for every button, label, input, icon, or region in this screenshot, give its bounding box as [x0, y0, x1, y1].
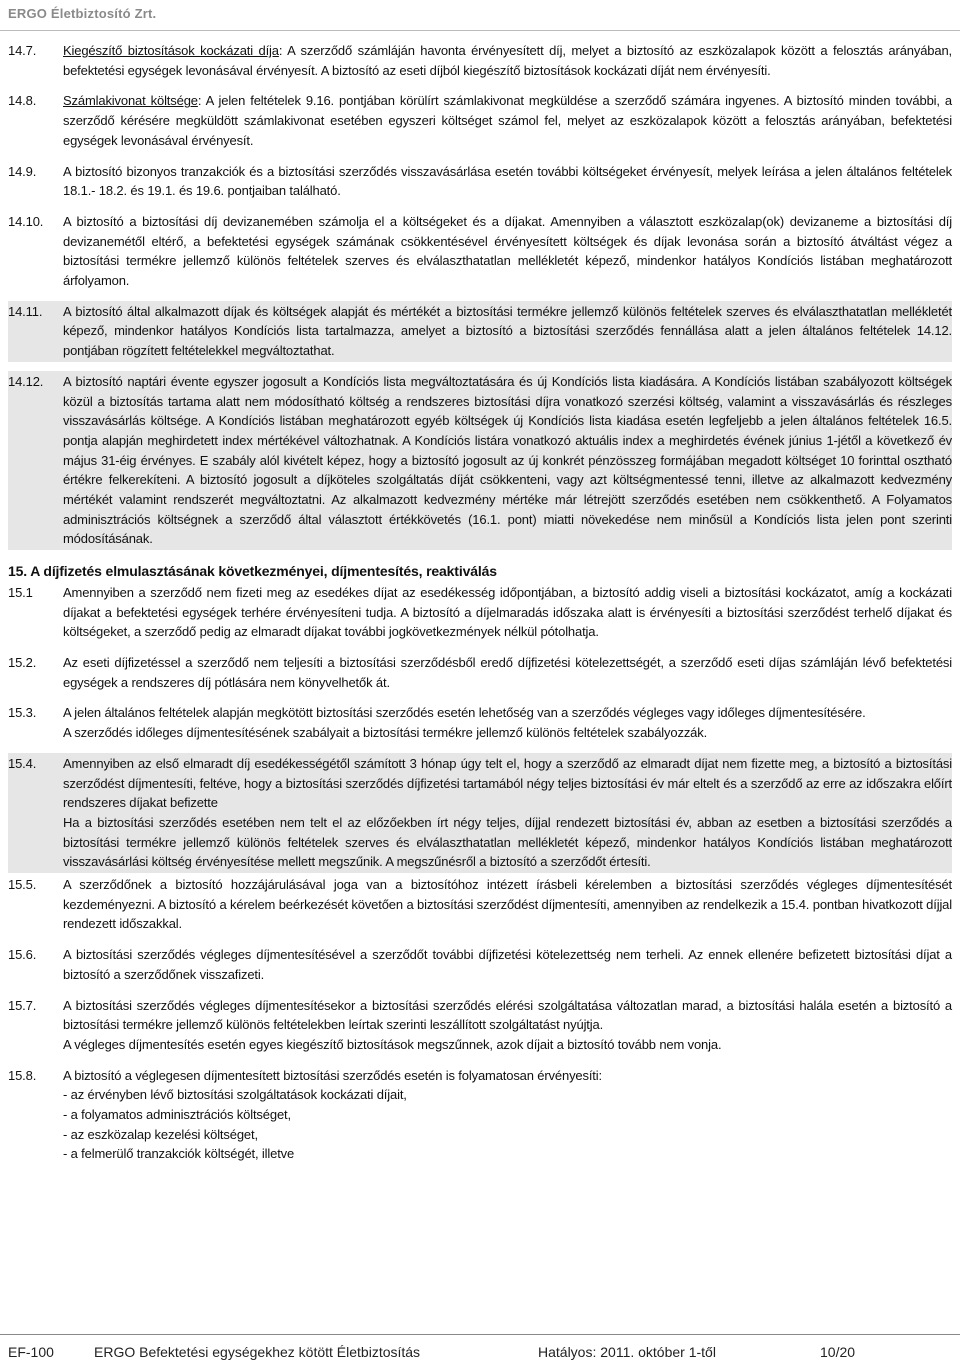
effective-date: Hatályos: 2011. október 1-től	[538, 1344, 716, 1360]
section-text: Amennyiben a szerződő nem fizeti meg az esedékes díjat az esedékesség időpontjában, a biztosító addig viseli a biztosítási kockázatot, amíg a kockázati díjakat a befektetési egységek terhére érvényesíteni tudja. A biztosító a díjelmaradás időszaka alatt is érvényesíti a biztosítási szerződést terhelő díjakat és költségeket, a szerződő pedig az elmaradt díjakat további jogkövetkezmények nélkül pótolhatja.	[63, 584, 952, 640]
section-15-3	[8, 702, 952, 743]
section-number: 15.8.	[8, 1067, 37, 1083]
section-14-10	[8, 211, 952, 292]
section-text: Számlakivonat költsége: A jelen feltételek 9.16. pontjában körülírt számlakivonat megküldése a szerződő számára ingyenes. A biztosító minden további, a szerződő kérésére megküldött számlakivonat esetében egyszeri költséget számol fel, melyet az eszközalapok között a felosztás arányában, befektetési egységek levonásával érvényesít.	[63, 93, 952, 148]
paragraph: Amennyiben az első elmaradt díj esedékességétől számított 3 hónap úgy telt el, hogy a szerződő az elmaradt díjat nem fizette meg, a biztosító a biztosítási szerződést díjmentesíti, feltéve, hogy a biztosítási szerződés díjfizetési tartamából négy teljes biztosítási év már eltelt és a szerződő az erre az időszakra előírt rendszeres díjakat befizette	[63, 755, 952, 811]
section-text: A biztosító bizonyos tranzakciók és a biztosítási szerződés visszavásárlása esetén további költségeket érvényesít, melyek leírása a jelen általános feltételek 18.1.- 18.2. és 19.1. és 19.6. pontjaiban található.	[63, 163, 952, 199]
section-text: A biztosító naptári évente egyszer jogosult a Kondíciós lista megváltoztatására és új Kondíciós lista kiadására. A Kondíciós listában szabályozott költségek közül a biztosítás tartama alatt nem módosítható költség a rendszeres biztosítási díjra vonatkozó szerzési költség, valamint a visszavásárlás és részleges visszavásárlás költsége. A Kondíciós listában meghatározott egyéb költségek új Kondíciós lista kiadása esetén legfeljebb a jelen általános feltételek 16.5. pontja alapján meghirdetett index mértékével változhatnak. A Kondíciós listára vonatkozó aktuális index a meghirdetés évének június 1-jétől a következő év május 31-éig érvényes. E szabály alól kivételt képez, hogy a biztosító jogosult az új konkrét pénzösszeg formájában megadott költséget 10 forinttal osztható értékre felkerekíteni. A biztosító jogosult a díjköteles szolgáltatás díját csökkenteni, vagy azt költségmentessé tenni, illetve az alkalmazott kedvezmény mértékét valamint rendszerét megváltoztatni. Az alkalmazott kedvezmény mértéke már létrejött szerződés esetében nem csökkenthető. A Folyamatos adminisztrációs költségnek a szerződő által választott értékkövetés (16.1. pont) miatti növekedése nem minősül a Kondíciós lista jelen pont szerinti módosításának.	[63, 373, 952, 547]
form-code: EF-100	[8, 1344, 54, 1360]
page-header	[0, 0, 960, 31]
page-number: 10/20	[820, 1344, 856, 1360]
section-15-7	[8, 995, 952, 1056]
section-number: 15.7.	[8, 997, 37, 1013]
list-item: - a felmerülő tranzakciók költségét, illetve	[63, 1146, 295, 1162]
section-number: 15.1	[8, 584, 33, 600]
section-15-8	[8, 1065, 952, 1166]
section-text	[63, 703, 952, 742]
section-number: 15.5.	[8, 877, 37, 893]
section-text	[63, 754, 952, 872]
page-footer	[0, 1334, 960, 1364]
section-14-8	[8, 90, 952, 151]
section-number: 14.7.	[8, 43, 37, 58]
section-number: 14.9.	[8, 163, 37, 179]
list-item: - az érvényben lévő biztosítási szolgáltatások kockázati díjait,	[63, 1087, 407, 1103]
section-15-2	[8, 652, 952, 693]
section-number: 15.2.	[8, 654, 37, 670]
section-lead: Számlakivonat költsége	[63, 93, 198, 109]
section-number: 14.12.	[8, 373, 44, 389]
section-number: 15.4.	[8, 755, 37, 771]
section-number: 15.3.	[8, 705, 37, 721]
section-number: 14.11.	[8, 303, 43, 319]
section-number: 15.6.	[8, 947, 37, 963]
section-14-11	[8, 301, 952, 362]
paragraph: A szerződés időleges díjmentesítésének szabályait a biztosítási termékre jellemző különös feltételek szabályozzák.	[63, 725, 708, 741]
section-heading-15: 15. A díjfizetés elmulasztásának következményei, díjmentesítés, reaktiválás	[8, 563, 497, 580]
document-body	[8, 40, 952, 1174]
section-number: 14.10.	[8, 213, 44, 229]
section-number: 14.8.	[8, 93, 37, 109]
paragraph: A biztosítási szerződés végleges díjmentesítésekor a biztosítási szerződés elérési szolgáltatása változatlan marad, a biztosítási halála esetén a biztosító a biztosítási termékre jellemző különös feltételekben leírtak szerinti leszállított szolgáltatást nyújtja.	[63, 997, 952, 1033]
product-name: ERGO Befektetési egységekhez kötött Életbiztosítás	[94, 1344, 421, 1360]
section-lead: Kiegészítő biztosítások kockázati díja	[63, 43, 279, 58]
paragraph: A biztosító a véglegesen díjmentesített biztosítási szerződés esetén is folyamatosan érvényesíti:	[63, 1067, 602, 1083]
section-14-9	[8, 161, 952, 202]
section-text	[63, 1066, 952, 1165]
paragraph: A végleges díjmentesítés esetén egyes kiegészítő biztosítások megszűnnek, azok díjait a biztosító tovább nem vonja.	[63, 1036, 722, 1052]
list-item: - az eszközalap kezelési költséget,	[63, 1126, 258, 1142]
section-text: A biztosítási szerződés végleges díjmentesítésével a szerződőt további díjfizetési kötelezettség nem terheli. Az ennek ellenére befizetett biztosítási díjat a biztosító a szerződőnek visszafizeti.	[63, 947, 952, 982]
section-14-7	[8, 40, 952, 81]
section-text: Az eseti díjfizetéssel a szerződő nem teljesíti a biztosítási szerződésből eredő díjfizetési kötelezettségét, a szerződő eseti díjas számláján lévő befektetési egységek a rendszeres díj pótlására nem könyvelhetők át.	[63, 654, 952, 690]
list-item: - a folyamatos adminisztrációs költséget,	[63, 1107, 291, 1123]
section-text: A biztosító által alkalmazott díjak és költségek alapját és mértékét a biztosítási termékre jellemző különös feltételek szerves és elválaszthatatlan mellékletét képező, mindenkor hatályos Kondíciós lista tartalmazza, amelyet a biztosító a biztosítási szerződés fennállása alatt a jelen általános feltételek 14.12. pontjában rögzített feltételekkel megváltoztathat.	[63, 303, 952, 359]
section-text: A szerződőnek a biztosító hozzájárulásával joga van a biztosítóhoz intézett írásbeli kérelemben a biztosítási szerződés végleges díjmentesítését kezdeményezni. A biztosító a kérelem beérkezését követően a biztosítási szerződést díjmentesíti, amennyiben az rendelkezik a 15.4. pontban hivatkozott díjjal rendezett időszakkal.	[63, 877, 952, 932]
section-text	[63, 996, 952, 1055]
section-15-1	[8, 582, 952, 643]
section-text: A biztosító a biztosítási díj devizanemében számolja el a költségeket és a díjakat. Amennyiben a választott eszközalap(ok) devizaneme a biztosítási díj devizanemétől eltérő, a befektetési egységek számának csökkentésével érvényesített költségek és díjak levonása során a biztosító átváltást végez a biztosítási termékre jellemző különös feltételek szerves és elválaszthatatlan mellékletét képező, mindenkor hatályos Kondíciós listában meghatározott árfolyamon.	[63, 213, 952, 289]
paragraph: Ha a biztosítási szerződés esetében nem telt el az előzőekben írt négy teljes, díjjal rendezett biztosítási év, abban az esetben a biztosítási szerződés a biztosítási termékre jellemző különös feltételek szerves és elválaszthatatlan mellékletét képező, mindenkor hatályos Kondíciós listában meghatározott visszavásárlási költség érvényesítése mellett megszűnik. A megszűnésről a biztosító a szerződőt értesíti.	[63, 814, 952, 870]
section-15-4	[8, 753, 952, 873]
section-15-5	[8, 874, 952, 935]
section-14-12	[8, 371, 952, 550]
paragraph: A jelen általános feltételek alapján megkötött biztosítási szerződés esetén lehetőség van a szerződés végleges vagy időleges díjmentesítésére.	[63, 705, 866, 721]
section-text: Kiegészítő biztosítások kockázati díja: A szerződő számláján havonta érvényesített díj, melyet a biztosító az eszközalapok között a felosztás arányában, befektetési egységek levonásával érvényesít. A biztosító az eseti díjból kiegészítő biztosítások kockázati díját nem érvényesíti.	[63, 43, 952, 78]
section-15-6	[8, 944, 952, 985]
company-name: ERGO Életbiztosító Zrt.	[8, 6, 157, 21]
